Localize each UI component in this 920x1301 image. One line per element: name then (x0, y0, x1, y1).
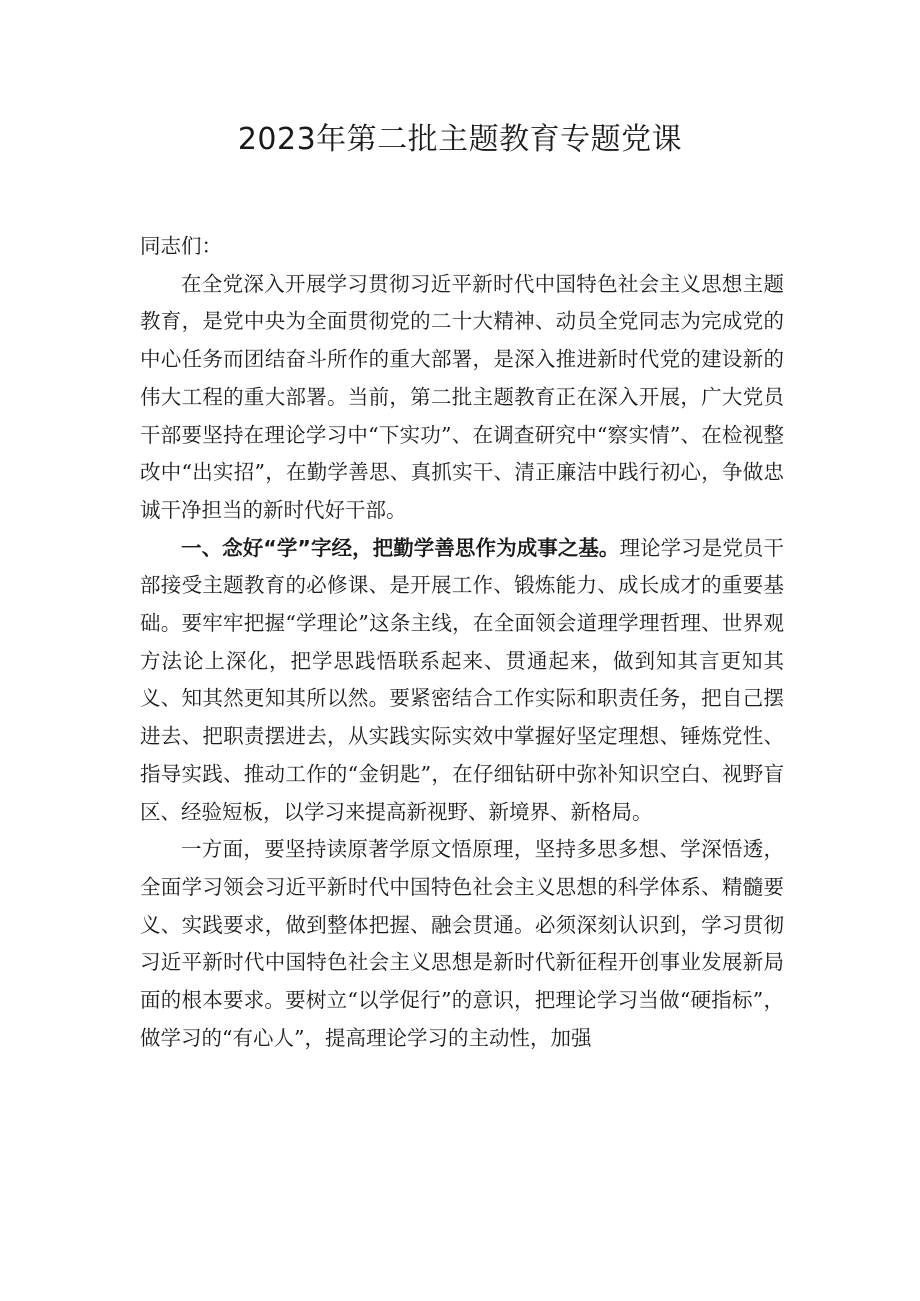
salutation: 同志们： (140, 234, 222, 258)
section-1-paragraph (140, 530, 784, 832)
section-1-body: 理论学习是党员干部接受主题教育的必修课、是开展工作、锻炼能力、成长成才的重要基础。要牢牢把握“学理论”这条主线，在全面领会道理学理哲理、世界观方法论上深化，把学思践悟联系起来、贯通起来，做到知其言更知其义、知其然更知其所以然。要紧密结合工作实际和职责任务，把自己摆进去、把职责摆进去，从实践实际实效中掌握好坚定理想、锤炼党性、指导实践、推动工作的“金钥匙”，在仔细钻研中弥补知识空白、视野盲区、经验短板，以学习来提高新视野、新境界、新格局。 (140, 535, 784, 824)
section-1-heading: 一、念好“学”字经，把勤学善思作为成事之基。 (181, 535, 620, 560)
document-body (140, 228, 784, 1057)
intro-paragraph: 在全党深入开展学习贯彻习近平新时代中国特色社会主义思想主题教育，是党中央为全面贯彻党的二十大精神、动员全党同志为完成党的中心任务而团结奋斗所作的重大部署，是深入推进新时代党的建设新的伟大工程的重大部署。当前，第二批主题教育正在深入开展，广大党员干部要坚持在理论学习中“下实功”、在调查研究中“察实情”、在检视整改中“出实招”，在勤学善思、真抓实干、清正廉洁中践行初心，争做忠诚干净担当的新时代好干部。 (140, 271, 784, 522)
section-1-paragraph-2: 一方面，要坚持读原著学原文悟原理，坚持多思多想、学深悟透，全面学习领会习近平新时代中国特色社会主义思想的科学体系、精髓要义、实践要求，做到整体把握、融会贯通。必须深刻认识到，学习贯彻习近平新时代中国特色社会主义思想是新时代新征程开创事业发展新局面的根本要求。要树立“以学促行”的意识，把理论学习当做“硬指标”，做学习的“有心人”，提高理论学习的主动性，加强 (140, 837, 784, 1050)
document-title: 2023年第二批主题教育专题党课 (237, 122, 683, 157)
